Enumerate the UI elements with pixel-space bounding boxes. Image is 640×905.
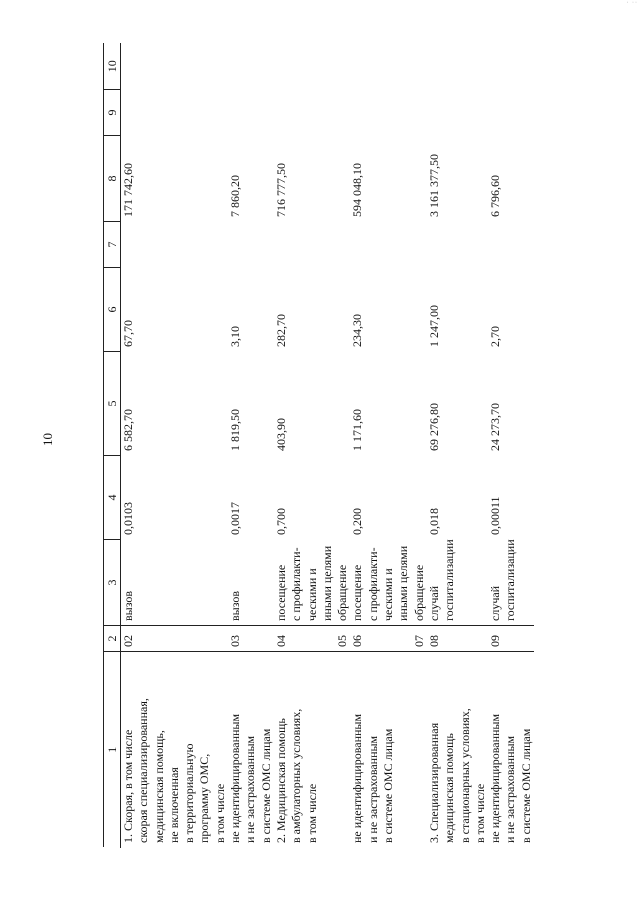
value-cell-c7	[488, 222, 534, 268]
column-number: 8	[104, 136, 121, 222]
row-name-cell	[121, 652, 229, 848]
column-number: 1	[104, 652, 121, 848]
value-cell-c9	[228, 90, 274, 136]
column-number: 7	[104, 222, 121, 268]
name_lines-line: не идентифицированным	[350, 713, 365, 843]
unit-cell	[121, 540, 229, 626]
column-number: 2	[104, 626, 121, 652]
value-cell-c4: 0,700	[273, 508, 288, 535]
name_lines-line: в системе ОМС лицам	[381, 728, 396, 843]
unit-cell	[350, 540, 411, 626]
column-number: 10	[104, 44, 121, 90]
name_lines-line: в территориальную	[182, 743, 197, 843]
table-row	[335, 44, 350, 848]
value-cell-c5: 24 273,70	[488, 403, 503, 451]
table-row	[488, 44, 534, 848]
value-cell-c8: 6 796,60	[488, 175, 503, 217]
unit_lines-line: иными целями	[319, 545, 334, 621]
value-cell-c5: 69 276,80	[426, 403, 441, 451]
name_lines-line: программу ОМС,	[197, 753, 212, 843]
name_lines-line: не включенная	[166, 767, 181, 843]
row-code-cell: 05	[335, 626, 350, 652]
value-cell-c9	[335, 90, 350, 136]
value-cell-c8	[335, 136, 350, 222]
name_lines-line: в системе ОМС лицам	[258, 728, 273, 843]
value-cell-c5: 1 171,60	[350, 409, 365, 451]
row-name-cell	[488, 652, 534, 848]
unit_lines-line: госпитализации	[503, 539, 518, 621]
row-name-cell	[228, 652, 274, 848]
value-cell-c9	[274, 90, 335, 136]
value-cell-c8: 594 048,10	[350, 163, 365, 217]
row-code-cell: 06	[350, 626, 411, 652]
unit_lines-line: посещение	[350, 564, 365, 621]
value-cell-c10	[427, 44, 488, 90]
unit-cell	[488, 540, 534, 626]
value-cell-c4	[335, 456, 350, 540]
value-cell-c10	[350, 44, 411, 90]
unit_lines-line: с профилакти-	[365, 547, 380, 621]
unit-cell	[228, 540, 274, 626]
unit_lines-line: обращение	[411, 564, 426, 621]
unit_lines-line: случай	[426, 585, 441, 621]
unit_lines-line: случай	[488, 585, 503, 621]
value-cell-c10	[121, 44, 229, 90]
value-cell-c9	[121, 90, 229, 136]
name_lines-line: не идентифицированным	[488, 713, 503, 843]
name_lines-line: 1. Скорая, в том числе	[121, 729, 135, 843]
name_lines-line: скорая специализированная,	[136, 698, 151, 843]
value-cell-c10	[228, 44, 274, 90]
value-cell-c10	[412, 44, 427, 90]
value-cell-c8: 3 161 377,50	[426, 154, 441, 217]
value-cell-c6	[335, 268, 350, 352]
unit_lines-line: обращение	[335, 564, 350, 621]
value-cell-c7	[350, 222, 411, 268]
corner-mark: · ··	[626, 0, 638, 6]
value-cell-c6: 282,70	[273, 314, 288, 347]
unit_lines-line: вызов	[228, 590, 243, 621]
value-cell-c4: 0,0017	[228, 502, 243, 535]
value-cell-c9	[488, 90, 534, 136]
row-code-cell: 03	[228, 626, 274, 652]
row-code-cell: 08	[427, 626, 488, 652]
unit_lines-line: иными целями	[396, 545, 411, 621]
column-number: 5	[104, 352, 121, 456]
value-cell-c5	[412, 352, 427, 456]
value-cell-c10	[274, 44, 335, 90]
column-number: 9	[104, 90, 121, 136]
rotated-table-container	[103, 44, 585, 848]
name_lines-line: в том числе	[304, 783, 319, 843]
row-code-cell: 07	[412, 626, 427, 652]
table-row	[274, 44, 335, 848]
name_lines-line: в стационарных условиях,	[457, 708, 472, 843]
column-number: 4	[104, 456, 121, 540]
unit_lines-line: посещение	[273, 564, 288, 621]
name_lines-line: 3. Специализированная	[426, 722, 441, 843]
value-cell-c8: 716 777,50	[273, 163, 288, 217]
name_lines-line: медицинская помощь	[442, 733, 457, 843]
value-cell-c5: 1 819,50	[228, 409, 243, 451]
name_lines-line: и не застрахованным	[243, 735, 258, 843]
table-row	[412, 44, 427, 848]
name_lines-line: 2. Медицинская помощь	[273, 718, 288, 843]
value-cell-c6: 2,70	[488, 326, 503, 347]
name_lines-line: в том числе	[212, 783, 227, 843]
value-cell-c9	[350, 90, 411, 136]
value-cell-c10	[335, 44, 350, 90]
unit_lines-line: ческими и	[304, 568, 319, 621]
value-cell-c6: 67,70	[121, 320, 135, 347]
table-row	[228, 44, 274, 848]
row-code-cell: 04	[274, 626, 335, 652]
table-row	[121, 44, 229, 848]
data-table	[103, 44, 534, 849]
row-code-cell: 09	[488, 626, 534, 652]
value-cell-c5	[335, 352, 350, 456]
page-number: 10	[40, 433, 55, 446]
table-row	[350, 44, 411, 848]
value-cell-c10	[488, 44, 534, 90]
unit-cell	[412, 540, 427, 626]
value-cell-c5: 403,90	[273, 418, 288, 451]
table-body	[121, 44, 535, 848]
name_lines-line: не идентифицированным	[228, 713, 243, 843]
name_lines-line: медицинская помощь,	[151, 730, 166, 843]
unit_lines-line: с профилакти-	[289, 547, 304, 621]
name_lines-line: в том числе	[472, 783, 487, 843]
value-cell-c4: 0,018	[426, 508, 441, 535]
row-name-cell	[412, 652, 427, 848]
value-cell-c4: 0,00011	[488, 496, 503, 535]
value-cell-c7	[121, 222, 229, 268]
value-cell-c9	[412, 90, 427, 136]
table-row	[427, 44, 488, 848]
value-cell-c6	[412, 268, 427, 352]
unit-cell	[335, 540, 350, 626]
unit-cell	[427, 540, 488, 626]
value-cell-c4: 0,0103	[121, 502, 135, 535]
value-cell-c7	[274, 222, 335, 268]
value-cell-c8: 171 742,60	[121, 163, 135, 217]
value-cell-c8	[412, 136, 427, 222]
name_lines-line: и не застрахованным	[365, 735, 380, 843]
name_lines-line: в системе ОМС лицам	[518, 728, 533, 843]
value-cell-c7	[335, 222, 350, 268]
value-cell-c7	[427, 222, 488, 268]
unit_lines-line: госпитализации	[442, 539, 457, 621]
column-number: 3	[104, 540, 121, 626]
value-cell-c7	[228, 222, 274, 268]
value-cell-c4	[412, 456, 427, 540]
value-cell-c8: 7 860,20	[228, 175, 243, 217]
unit-cell	[274, 540, 335, 626]
name_lines-line: в амбулаторных условиях,	[289, 708, 304, 843]
row-code-cell: 02	[121, 626, 229, 652]
column-number-row	[104, 44, 121, 848]
value-cell-c6: 1 247,00	[426, 305, 441, 347]
value-cell-c6: 234,30	[350, 314, 365, 347]
unit_lines-line: ческими и	[381, 568, 396, 621]
row-name-cell	[335, 652, 350, 848]
column-number: 6	[104, 268, 121, 352]
row-name-cell	[274, 652, 335, 848]
unit_lines-line: вызов	[121, 590, 135, 621]
row-name-cell	[350, 652, 411, 848]
value-cell-c9	[427, 90, 488, 136]
value-cell-c5: 6 582,70	[121, 409, 135, 451]
row-name-cell	[427, 652, 488, 848]
value-cell-c6: 3,10	[228, 326, 243, 347]
value-cell-c4: 0,200	[350, 508, 365, 535]
name_lines-line: и не застрахованным	[503, 735, 518, 843]
value-cell-c7	[412, 222, 427, 268]
